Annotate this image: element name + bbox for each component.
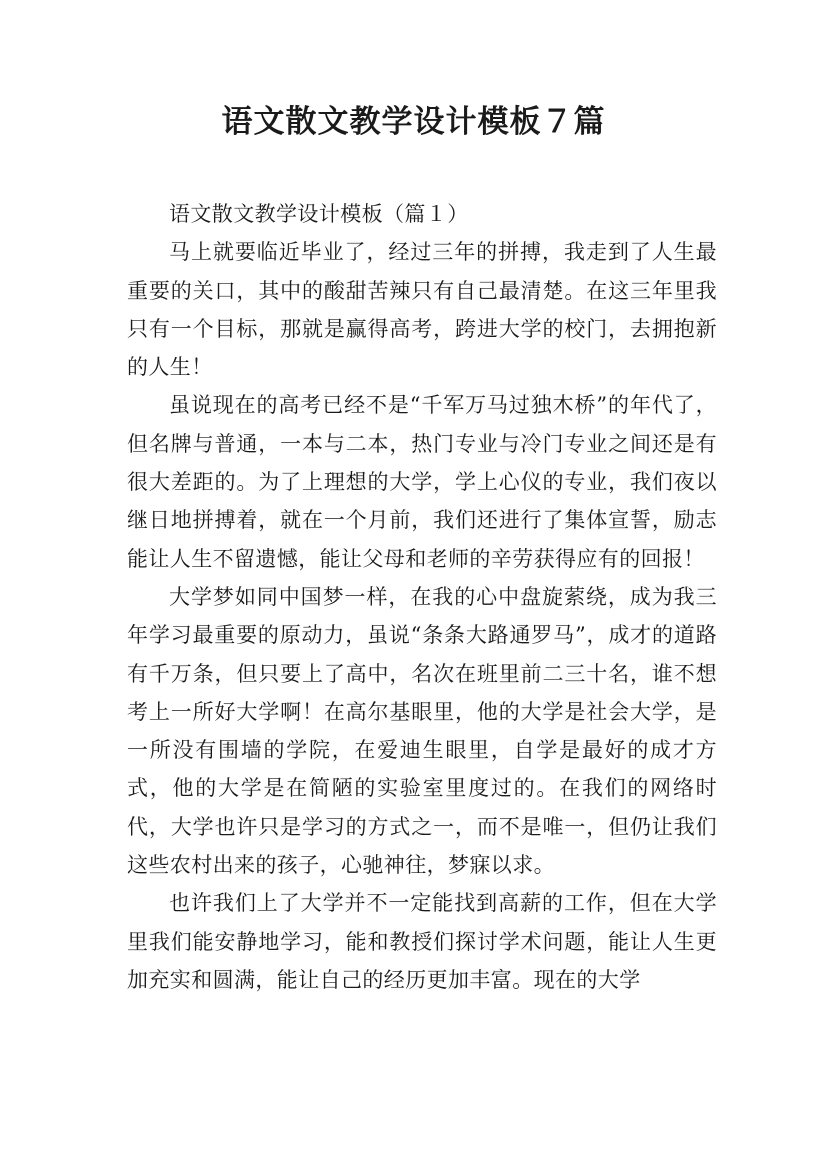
paragraph: 马上就要临近毕业了，经过三年的拼搏，我走到了人生最重要的关口，其中的酸甜苦辣只有自己最清楚。在这三年里我只有一个目标，那就是赢得高考，跨进大学的校门，去拥抱新的人生！ (127, 240, 717, 380)
document-body (127, 195, 717, 999)
paragraph: 也许我们上了大学并不一定能找到高薪的工作，但在大学里我们能安静地学习，能和教授们探讨学术问题，能让人生更加充实和圆满，能让自己的经历更加丰富。现在的大学 (127, 891, 717, 992)
paragraph: 虽说现在的高考已经不是“千军万马过独木桥”的年代了，但名牌与普通，一本与二本，热门专业与冷门专业之间还是有很大差距的。为了上理想的大学，学上心仪的专业，我们夜以继日地拼搏着，就在一个月前，我们还进行了集体宣誓，励志能让人生不留遗憾，能让父母和老师的辛劳获得应有的回报！ (127, 393, 717, 571)
document-title: 语文散文教学设计模板７篇 (221, 104, 606, 140)
section-heading: 语文散文教学设计模板（篇１） (169, 202, 469, 226)
paragraph: 大学梦如同中国梦一样，在我的心中盘旋萦绕，成为我三年学习最重要的原动力，虽说“条条大路通罗马”，成才的道路有千万条，但只要上了高中，名次在班里前二三十名，谁不想考上一所好大学啊！在高尔基眼里，他的大学是社会大学，是一所没有围墙的学院，在爱迪生眼里，自学是最好的成才方式，他的大学是在简陋的实验室里度过的。在我们的网络时代，大学也许只是学习的方式之一，而不是唯一，但仍让我们这些农村出来的孩子，心驰神往，梦寐以求。 (127, 584, 717, 878)
